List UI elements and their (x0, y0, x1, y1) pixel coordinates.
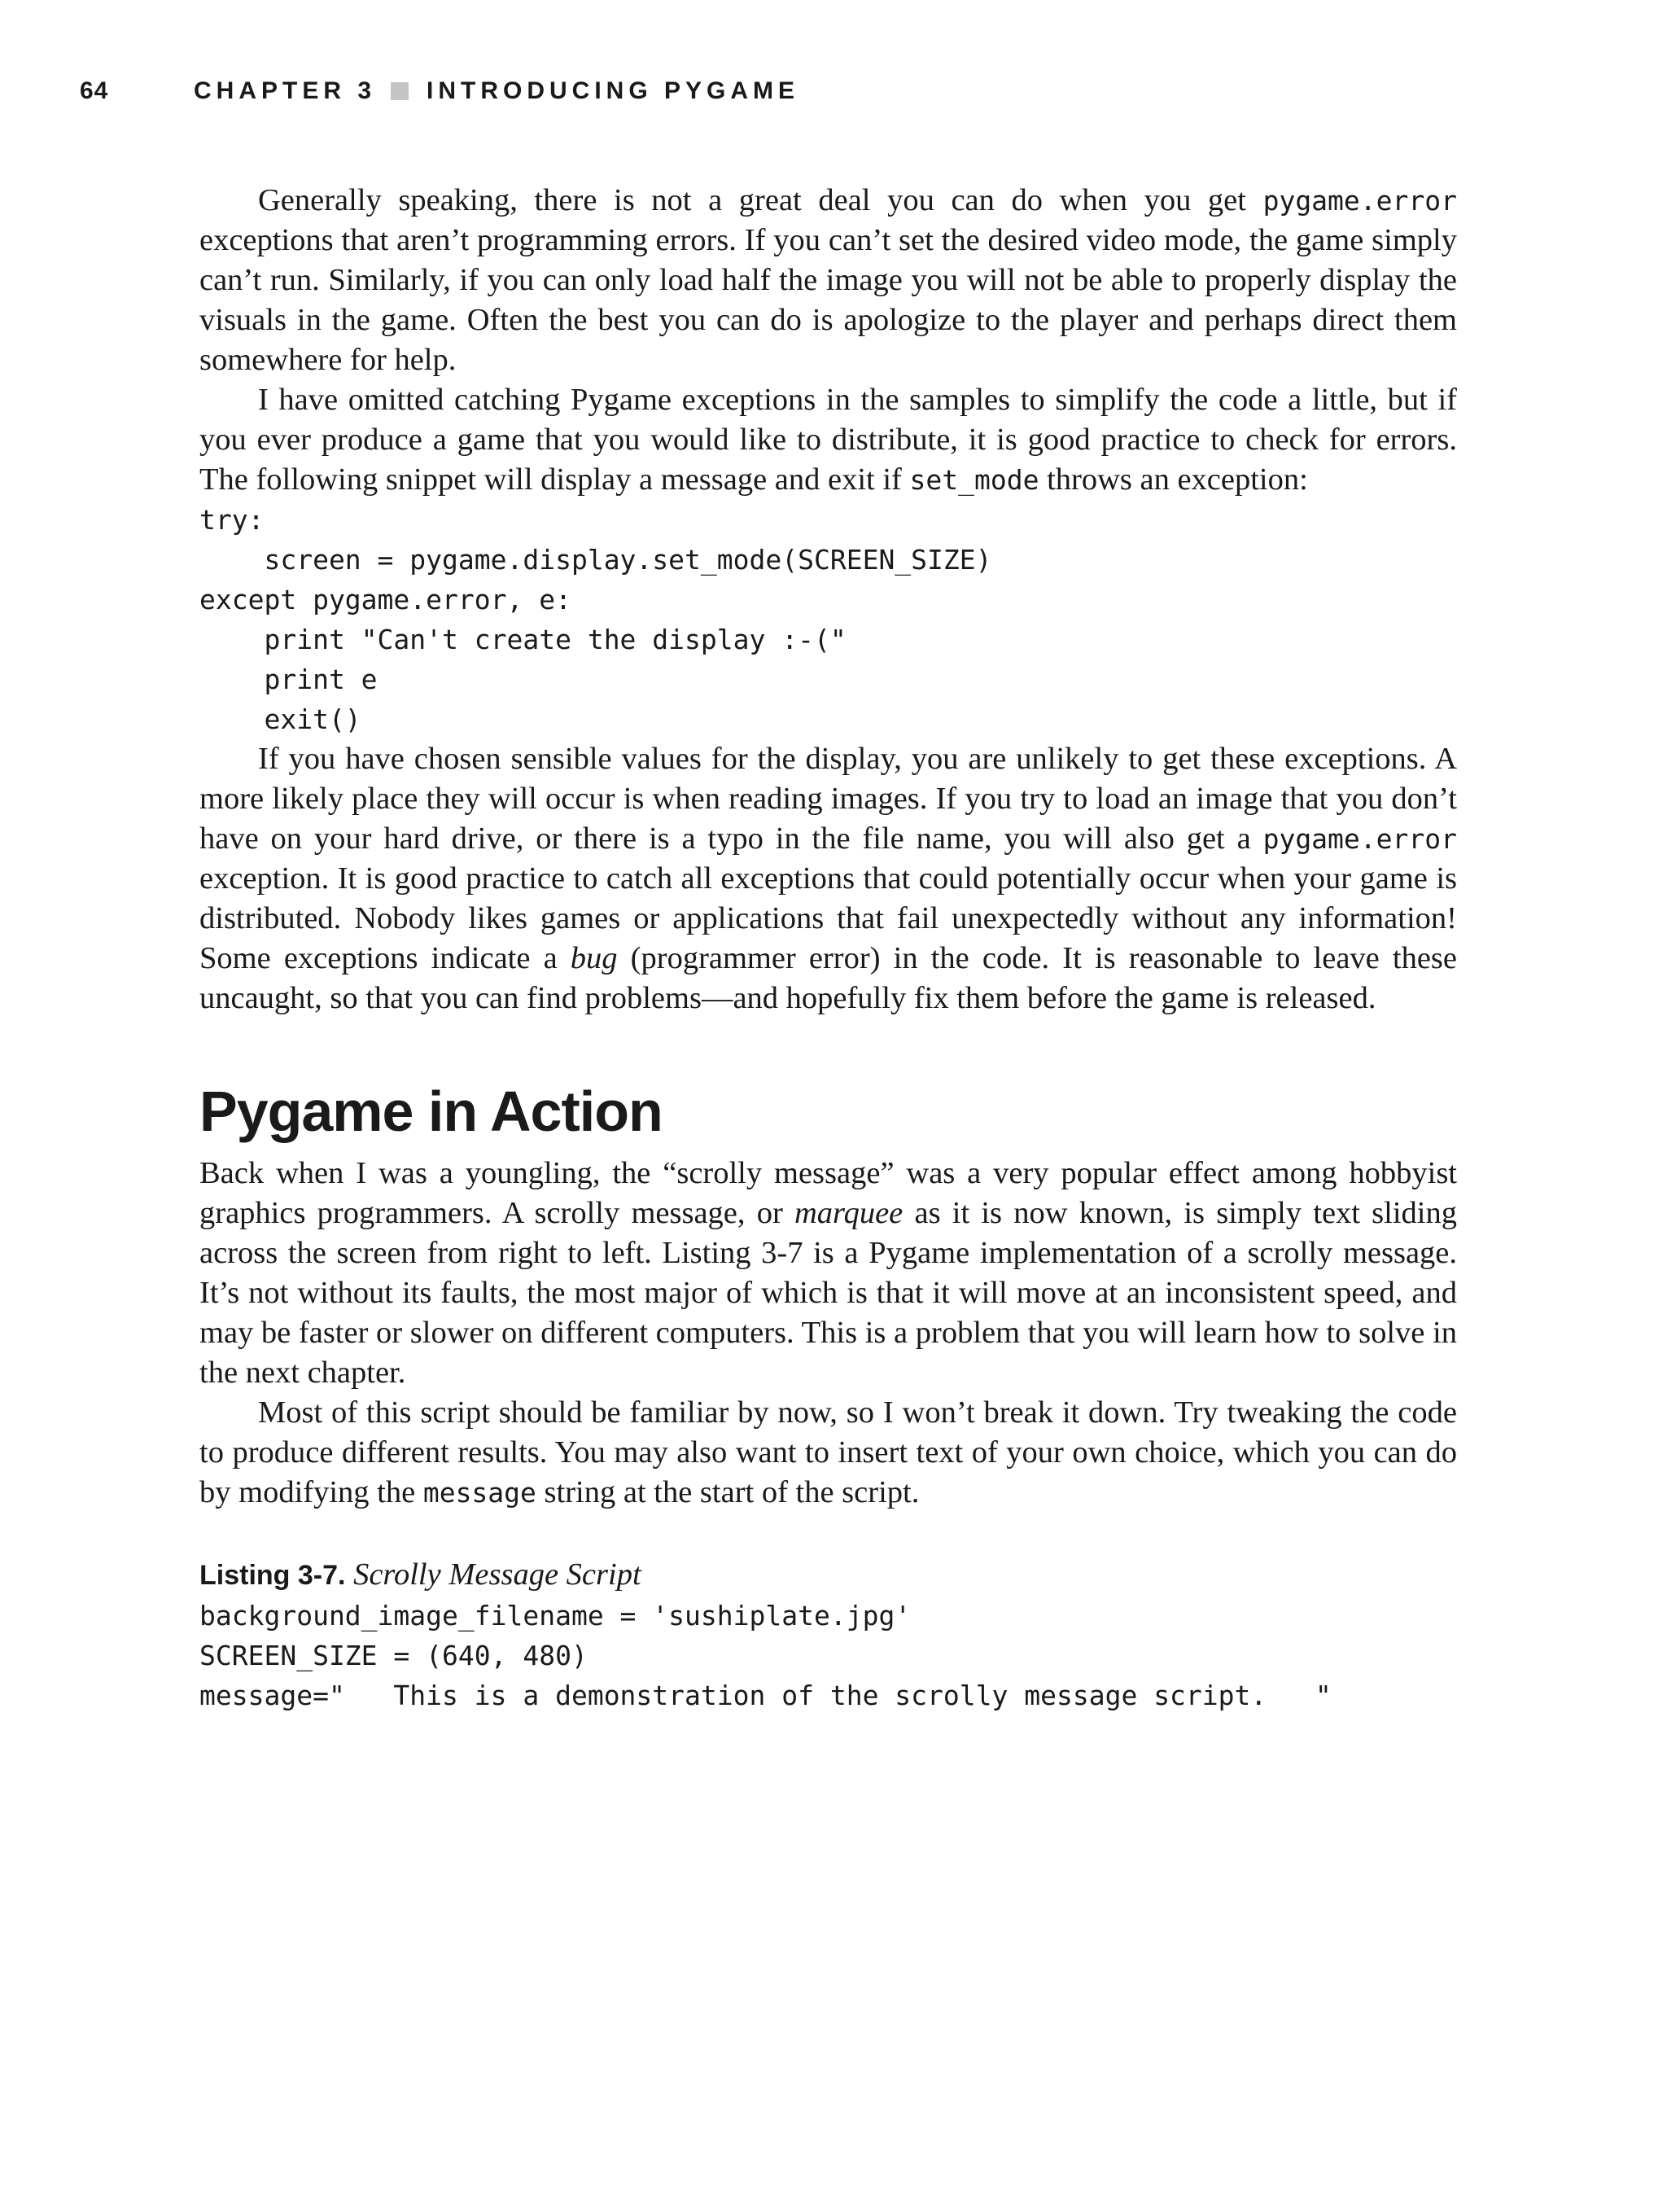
paragraph-text: Back when I was a youngling, the “scrolly message” was a very popular effect among hobbyist graphics programmers. A scrolly message, or (199, 1156, 1457, 1230)
listing-label: Listing 3-7. (199, 1560, 346, 1591)
section-heading: Pygame in Action (199, 1080, 663, 1143)
page-body (199, 181, 1457, 1715)
paragraph-script-familiar (199, 1393, 1457, 1513)
paragraph-text: string at the start of the script. (536, 1475, 920, 1509)
listing-title: Scrolly Message Script (353, 1557, 641, 1592)
paragraph-omitted-exceptions (199, 380, 1457, 500)
paragraph-error-handling (199, 181, 1457, 380)
paragraph-text: as it is now known, is simply text sliding across the screen from right to left. Listing 3-7 is a Pygame implementation of a scrolly message. It’s not without its faults, the most major of which is that it will move at an inconsistent speed, and may be faster or slower on different computers. This is a problem that you will learn how to solve in the next chapter. (199, 1196, 1458, 1390)
code-listing-3-7: background_image_filename = 'sushiplate.jpg' SCREEN_SIZE = (640, 480) message=" This is a demonstration of the scrolly message script. " (199, 1600, 1332, 1711)
paragraph-text: (programmer error) in the code. It is reasonable to leave these uncaught, so that you can find problems—and hopefully fix them before the game is released. (199, 941, 1458, 1015)
paragraph-sensible-values (199, 739, 1457, 1018)
running-header (80, 75, 799, 107)
header-separator-square-icon (391, 82, 409, 100)
inline-code-set-mode: set_mode (909, 464, 1039, 496)
inline-code-message: message (422, 1477, 536, 1509)
paragraph-text: exceptions that aren’t programming errors. If you can’t set the desired video mode, the game simply can’t run. Similarly, if you can only load half the image you will not be able to properly display the visuals in the game. Often the best you can do is apologize to the player and perhaps direct them somewhere for help. (199, 223, 1457, 377)
paragraph-text: throws an exception: (1039, 462, 1308, 497)
paragraph-text: I have omitted catching Pygame exceptions in the samples to simplify the code a little, but if you ever produce a game that you would like to distribute, it is good practice to check for errors. The following snippet will display a message and exit if (199, 383, 1457, 497)
chapter-label: CHAPTER 3 (194, 77, 377, 104)
listing-caption (199, 1555, 1457, 1596)
paragraph-text: Most of this script should be familiar by now, so I won’t break it down. Try tweaking the code to produce different results. You may also want to insert text of your own choice, which you can do by modifying the (199, 1395, 1457, 1509)
chapter-title: INTRODUCING PYGAME (427, 77, 800, 104)
inline-code-pygame-error: pygame.error (1262, 823, 1457, 855)
paragraph-text: If you have chosen sensible values for the display, you are unlikely to get these exceptions. A more likely place they will occur is when reading images. If you try to load an image that you don’t have on your hard drive, or there is a typo in the file name, you will also get a (199, 742, 1457, 856)
page-number: 64 (80, 77, 109, 104)
paragraph-text: Generally speaking, there is not a great deal you can do when you get (258, 183, 1263, 217)
emphasis-marquee: marquee (794, 1196, 904, 1230)
paragraph-scrolly-message (199, 1154, 1457, 1393)
code-snippet-try-except: try: screen = pygame.display.set_mode(SCREEN_SIZE) except pygame.error, e: print "Can't create the display :-(" print e exit() (199, 504, 992, 735)
inline-code-pygame-error: pygame.error (1262, 185, 1457, 217)
paragraph-text: exception. It is good practice to catch all exceptions that could potentially occur when your game is distributed. Nobody likes games or applications that fail unexpectedly without any information! Some exceptions indicate a (199, 861, 1457, 975)
emphasis-bug: bug (570, 941, 618, 975)
